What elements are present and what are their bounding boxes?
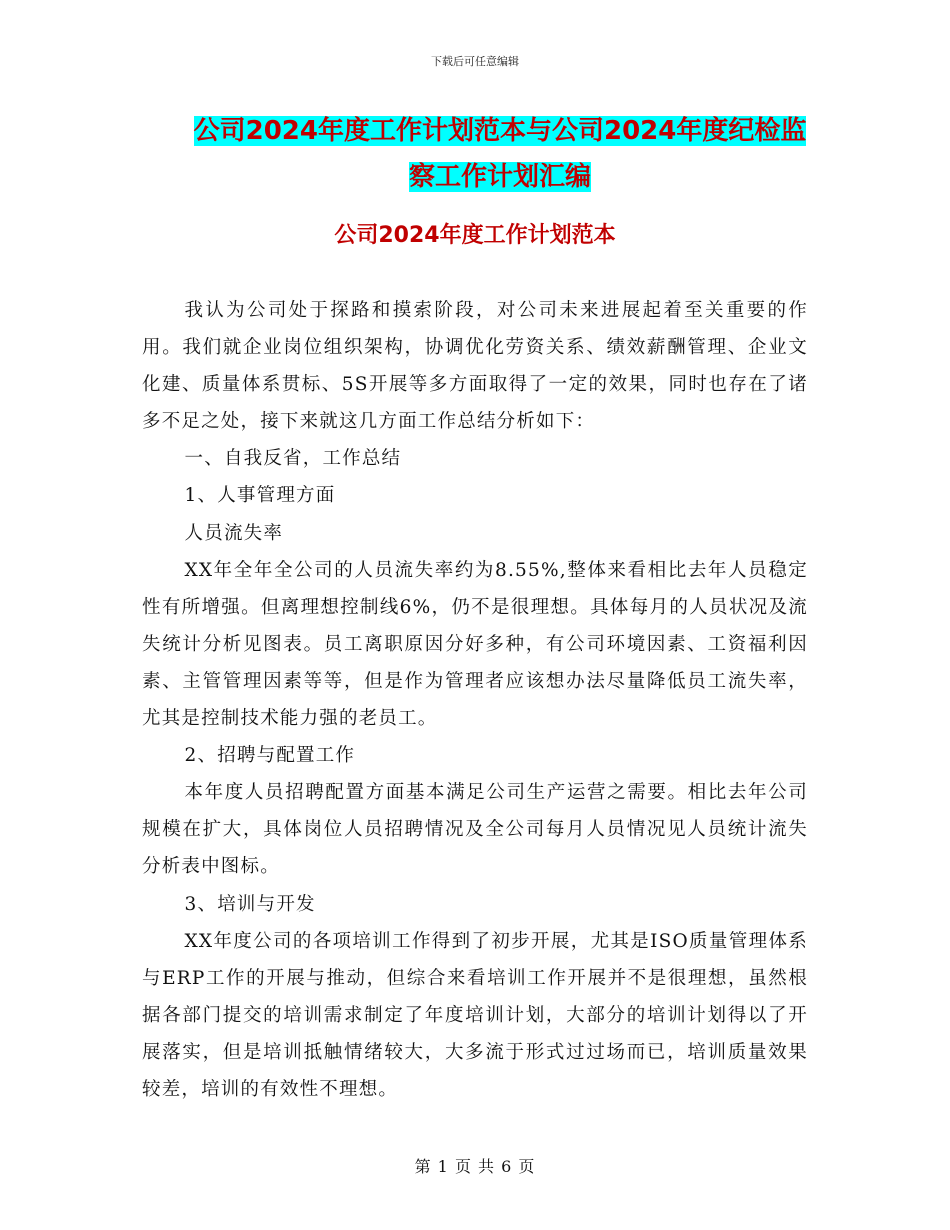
paragraph-intro: 我认为公司处于探路和摸索阶段，对公司未来进展起着至关重要的作用。我们就企业岗位组织架构，协调优化劳资关系、绩效薪酬管理、企业文化建、质量体系贯标、5S开展等多方面取得了一定的效果，同时也存在了诸多不足之处，接下来就这几方面工作总结分析如下： [142,300,808,433]
heading-self-reflection: 一、自我反省，工作总结 [184,448,402,470]
heading-recruitment: 2、招聘与配置工作 [184,745,356,767]
paragraph-recruitment: 本年度人员招聘配置方面基本满足公司生产运营之需要。相比去年公司规模在扩大，具体岗位人员招聘情况及全公司每月人员情况见人员统计流失分析表中图标。 [142,782,808,878]
document-title-line2: 察工作计划汇编 [408,162,591,192]
document-title [180,108,820,200]
page-header-note: 下载后可任意编辑 [431,55,519,68]
heading-hr-management: 1、人事管理方面 [184,485,336,507]
document-title-line1: 公司2024年度工作计划范本与公司2024年度纪检监 [193,116,807,146]
section-title: 公司2024年度工作计划范本 [334,223,616,248]
document-body [142,292,808,1108]
heading-turnover-rate: 人员流失率 [184,522,284,544]
paragraph-training: XX年度公司的各项培训工作得到了初步开展，尤其是ISO质量管理体系与ERP工作的开展与推动，但综合来看培训工作开展并不是很理想，虽然根据各部门提交的培训需求制定了年度培训计划，大部分的培训计划得以了开展落实，但是培训抵触情绪较大，大多流于形式过过场而已，培训质量效果较差，培训的有效性不理想。 [142,930,808,1100]
heading-training: 3、培训与开发 [184,893,316,915]
page-number-footer: 第 1 页 共 6 页 [414,1157,536,1176]
paragraph-turnover: XX年全年全公司的人员流失率约为8.55%,整体来看相比去年人员稳定性有所增强。但离理想控制线6%，仍不是很理想。具体每月的人员状况及流失统计分析见图表。员工离职原因分好多种，有公司环境因素、工资福利因素、主管管理因素等等，但是作为管理者应该想办法尽量降低员工流失率，尤其是控制技术能力强的老员工。 [142,559,808,730]
